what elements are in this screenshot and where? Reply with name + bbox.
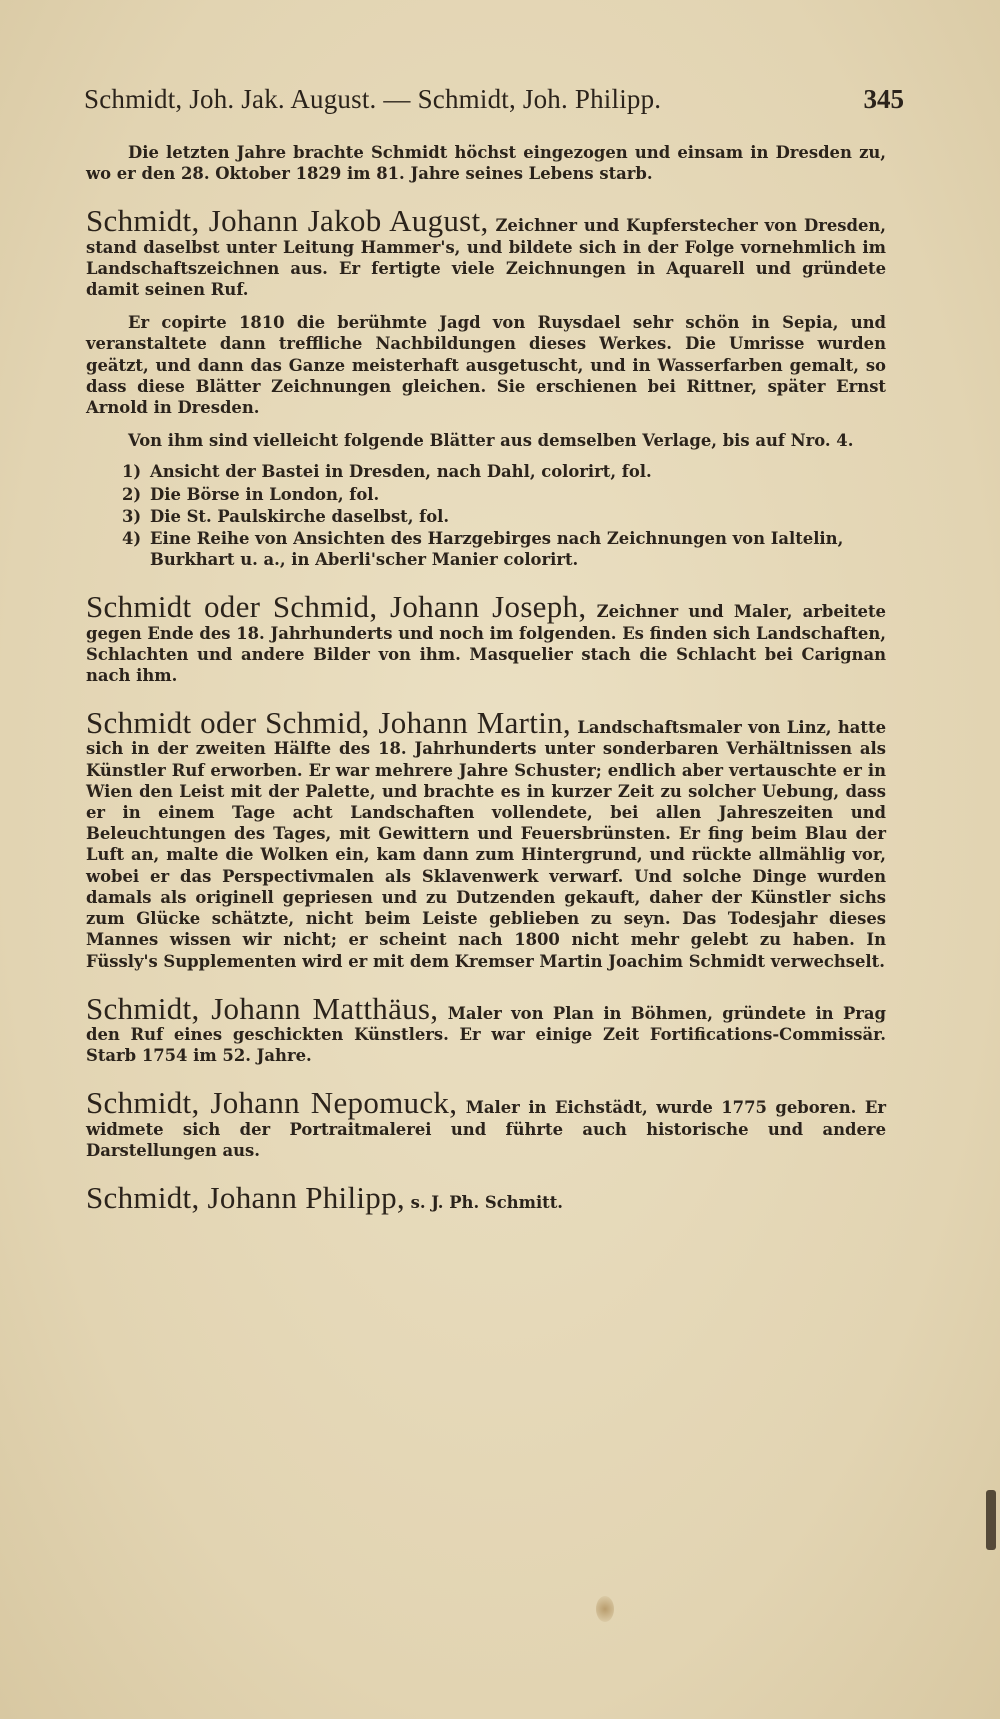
entry-heading: Schmidt, Johann Nepomuck, — [86, 1085, 458, 1121]
page-number: 345 — [863, 84, 904, 114]
entry-johann-martin — [86, 705, 886, 971]
list-text: Die Börse in London, fol. — [150, 484, 380, 504]
list-text: Eine Reihe von Ansichten des Harzgebirges nach Zeichnungen von Ialtelin, Burkhart u. a., in Aberli'scher Manier colorirt. — [150, 529, 844, 570]
list-item — [86, 528, 886, 570]
entry-heading: Schmidt, Johann Philipp, — [86, 1179, 405, 1215]
list-item — [86, 484, 886, 505]
intro-paragraph: Die letzten Jahre brachte Schmidt höchst eingezogen und einsam in Dresden zu, wo er den 28. Oktober 1829 im 81. Jahre seines Lebens starb. — [86, 143, 886, 184]
entry-paragraph: Von ihm sind vielleicht folgende Blätter aus demselben Verlage, bis auf Nro. 4. — [128, 431, 854, 451]
works-list — [86, 461, 886, 570]
entry-johann-joseph — [86, 589, 886, 686]
list-text: Die St. Paulskirche daselbst, fol. — [150, 506, 450, 526]
list-number: 4) — [122, 529, 142, 549]
entry-paragraph: Er copirte 1810 die berühmte Jagd von Ruysdael sehr schön in Sepia, und veranstaltete dann treffliche Nachbildungen dieses Werkes. Die Umrisse wurden geätzt, und dann das Ganze meisterhaft ausgetuscht, und in Wasserfarben gemalt, so dass diese Blätter Zeichnungen gleichen. Sie erschienen bei Rittner, später Ernst Arnold in Dresden. — [86, 313, 886, 418]
list-number: 2) — [122, 484, 142, 504]
list-item — [86, 461, 886, 482]
entry-text: Landschaftsmaler von Linz, hatte sich in der zweiten Hälfte des 18. Jahrhunderts unter sonderbaren Verhältnissen als Künstler Ruf erworben. Er war mehrere Jahre Schuster; endlich aber vertauschte er in Wien den Leist mit der Palette, und brachte es in kurzer Zeit zu solcher Uebung, dass er in einem Tage acht Landschaften vollendete, bei allen Jahreszeiten und Beleuchtungen des Tages, mit Gewittern und Feuersbrünsten. Er fing beim Blau der Luft an, malte die Wolken ein, kam dann zum Hintergrund, und rückte allmählig vor, wobei er das Perspectivmalen als Sklavenwerk verwarf. Und solche Dinge wurden damals als originell gepriesen und zu Dutzenden gekauft, daher der Künstler sichs zum Glücke schätzte, nicht beim Leiste geblieben zu seyn. Das Todesjahr dieses Mannes wissen wir nicht; er scheint nach 1800 nicht mehr gelebt zu haben. In Füssly's Supplementen wird er mit dem Kremser Martin Joachim Schmidt verwechselt. — [86, 718, 886, 971]
entry-heading: Schmidt, Johann Jakob August, — [86, 203, 489, 239]
entry-text: Zeichner und Kupferstecher von Dresden, stand daselbst unter Leitung Hammer's, und bildete sich in der Folge vornehmlich im Landschaftszeichnen aus. Er fertigte viele Zeichnungen in Aquarell und gründete damit seinen Ruf. — [86, 216, 886, 300]
list-number: 1) — [122, 462, 142, 482]
entry-johann-nepomuck — [86, 1085, 886, 1161]
page-body — [86, 142, 886, 1223]
entry-text: Zeichner und Maler, arbeitete gegen Ende des 18. Jahrhunderts und noch im folgenden. Es finden sich Landschaften, Schlachten und andere Bilder von ihm. Masquelier stach die Schlacht bei Carignan nach ihm. — [86, 602, 886, 686]
running-head: Schmidt, Joh. Jak. August. — Schmidt, Joh. Philipp. — [84, 84, 662, 114]
list-number: 3) — [122, 506, 142, 526]
entry-johann-matthaeus — [86, 990, 886, 1067]
page-edge-mark — [986, 1490, 996, 1550]
entry-text: Maler von Plan in Böhmen, gründete in Prag den Ruf eines geschickten Künstlers. Er war einige Zeit Fortifications-Commissär. Starb 1754 im 52. Jahre. — [86, 1003, 886, 1066]
entry-johann-philipp — [86, 1179, 886, 1215]
entry-heading: Schmidt oder Schmid, Johann Joseph, — [86, 589, 587, 625]
entry-jakob-august — [86, 203, 886, 570]
entry-text: s. J. Ph. Schmitt. — [410, 1192, 564, 1212]
entry-heading: Schmidt oder Schmid, Johann Martin, — [86, 705, 571, 741]
entry-heading: Schmidt, Johann Matthäus, — [86, 990, 439, 1026]
list-item — [86, 506, 886, 527]
paper-stain — [596, 1596, 614, 1622]
list-text: Ansicht der Bastei in Dresden, nach Dahl, colorirt, fol. — [150, 462, 652, 482]
entry-text: Maler in Eichstädt, wurde 1775 geboren. Er widmete sich der Portraitmalerei und führte auch historische und andere Darstellungen aus. — [86, 1098, 886, 1160]
page-header — [84, 84, 904, 124]
